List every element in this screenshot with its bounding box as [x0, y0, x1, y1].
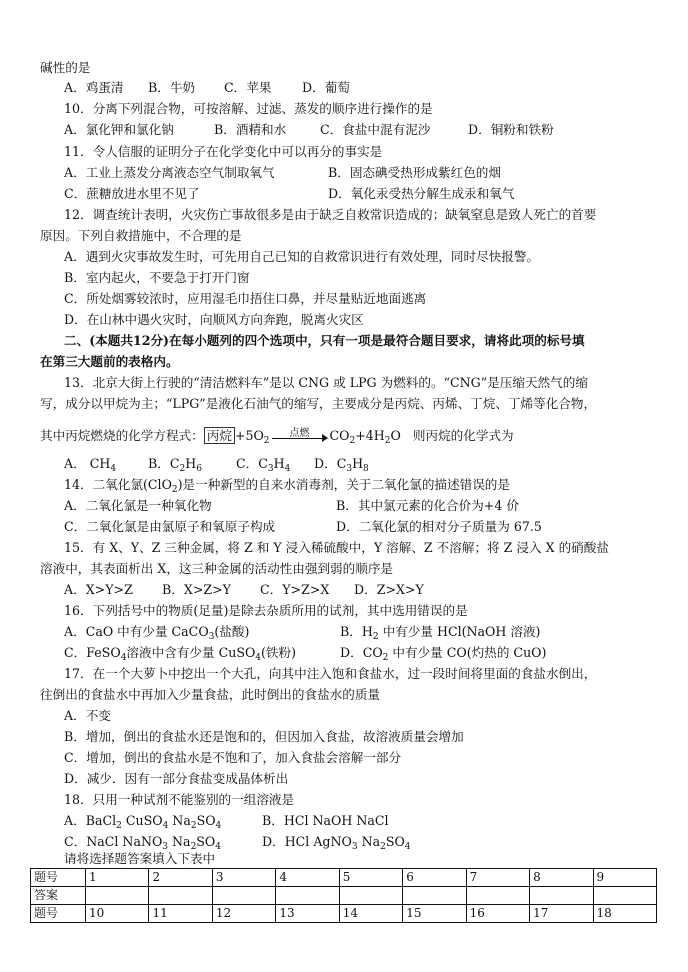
- table-cell: 17: [530, 905, 593, 923]
- q13-stem-1: 13．北京大街上行驶的“清洁燃料车”是以 CNG 或 LPG 为燃料的。“CNG”是压缩天然气的缩: [64, 375, 588, 390]
- q18-option-b: B．HCl NaOH NaCl: [262, 813, 389, 828]
- q12-option-a: A．遇到火灾事故发生时，可先用自己已知的自救常识进行有效处理，同时尽快报警。: [64, 249, 540, 264]
- q16-option-c: C．FeSO$_4$溶液中含有少量 CuSO$_4$(铁粉): [64, 645, 297, 663]
- q14-option-b: B．其中氯元素的化合价为+4 价: [336, 498, 519, 513]
- q12-stem-1: 12．调查统计表明，火灾伤亡事故很多是由于缺乏自救常识造成的；缺氧窒息是致人死亡的首要: [64, 207, 597, 222]
- table-cell: 11: [149, 905, 212, 923]
- q12-option-d: D．在山林中遇火灾时，向顺风方向奔跑，脱离火灾区: [64, 312, 364, 327]
- section-2-heading-2: 在第三大题前的表格内。: [40, 354, 179, 369]
- answer-cell[interactable]: [593, 887, 657, 905]
- q15-option-d: D．Z>X>Y: [354, 582, 424, 597]
- q16-option-d: D．$CO_2$ 中有少量 CO(灼热的 CuO): [340, 645, 547, 663]
- table-cell: 3: [212, 869, 275, 887]
- q13-stem-2: 写，成分以甲烷为主；“LPG”是液化石油气的缩写，主要成分是丙烷、丙烯、丁烷、丁烯等化合物，: [40, 396, 597, 411]
- q9-stem-tail: 碱性的是: [40, 60, 91, 75]
- section-2-heading-1: 二、(本题共12分)在每小题列的四个选项中，只有一项是最符合题目要求，请将此项的标号填: [64, 333, 585, 348]
- q15-option-c: C．Y>Z>X: [260, 582, 330, 597]
- q9-option-c: C．苹果: [224, 80, 272, 95]
- q18-option-a: A．BaCl$_2$ CuSO$_4$ $Na_2SO_4$: [64, 813, 222, 831]
- q17-option-c: C．增加，倒出的食盐水是不饱和了，加入食盐会溶解一部分: [64, 750, 402, 765]
- q13-equation-prefix: 其中丙烷燃烧的化学方程式：: [40, 428, 204, 443]
- answer-table: [30, 868, 657, 923]
- q13-option-a: A． $CH_4$: [64, 456, 117, 474]
- q15-stem-1: 15．有 X、Y、Z 三种金属，将 Z 和 Y 浸入稀硫酸中，Y 溶解、Z 不溶解；将 Z 浸入 X 的硝酸盐: [64, 540, 609, 555]
- table-cell: 14: [339, 905, 402, 923]
- table-cell: 4: [276, 869, 339, 887]
- reaction-condition: 点燃: [289, 428, 310, 439]
- q11-option-b: B．固态碘受热形成紫红色的烟: [328, 165, 501, 180]
- table-row: [31, 887, 657, 905]
- table-cell: 1: [86, 869, 149, 887]
- table-cell: 13: [276, 905, 339, 923]
- table-row: [31, 905, 657, 923]
- q16-stem: 16．下列括号中的物质(足量)是除去杂质所用的试剂，其中选用错误的是: [64, 603, 468, 618]
- table-cell: 8: [530, 869, 593, 887]
- q13-option-d: D．$C_3H_8$: [314, 456, 369, 474]
- reaction-arrow: [270, 427, 330, 445]
- answer-cell[interactable]: [212, 887, 275, 905]
- q9-option-a: A．鸡蛋清: [64, 80, 124, 95]
- q15-stem-2: 溶液中，其表面析出 X，这三种金属的活动性由强到弱的顺序是: [40, 561, 394, 576]
- q17-stem-2: 往倒出的食盐水中再加入少量食盐，此时倒出的食盐水的质量: [40, 687, 381, 702]
- table-cell: 15: [403, 905, 466, 923]
- q18-stem: 18．只用一种试剂不能鉴别的一组溶液是: [64, 792, 295, 807]
- q14-option-c: C．二氧化氯是由氯原子和氧原子构成: [64, 519, 276, 534]
- q12-stem-2: 原因。下列自救措施中，不合理的是: [40, 228, 242, 243]
- q11-option-a: A．工业上蒸发分离液态空气制取氧气: [64, 165, 275, 180]
- q16-option-b: B．$H_2$ 中有少量 HCl(NaOH 溶液): [340, 624, 541, 642]
- answer-cell[interactable]: [403, 887, 466, 905]
- q10-option-c: C．食盐中混有泥沙: [320, 122, 431, 137]
- q11-option-c: C．蔗糖放进水里不见了: [64, 186, 200, 201]
- q13-option-b: B．$C_2H_6$: [148, 456, 202, 474]
- q16-option-a: A．CaO 中有少量 CaCO$_3$(盐酸): [64, 624, 250, 642]
- q10-option-d: D．铜粉和铁粉: [468, 122, 554, 137]
- answer-instruction: 请将选择题答案填入下表中: [64, 851, 216, 866]
- q12-option-b: B．室内起火，不要急于打开门窗: [64, 270, 250, 285]
- q13-option-c: C．$C_3H_4$: [236, 456, 291, 474]
- q18-option-c: C．NaCl NaNO$_3$ $Na_2SO_4$: [64, 834, 221, 852]
- answer-cell[interactable]: [276, 887, 339, 905]
- table-row: [31, 869, 657, 887]
- answer-cell[interactable]: [86, 887, 149, 905]
- q11-option-d: D．氧化汞受热分解生成汞和氧气: [328, 186, 515, 201]
- q14-option-a: A．二氧化氯是一种氧化物: [64, 498, 212, 513]
- answer-cell[interactable]: [339, 887, 402, 905]
- answer-cell[interactable]: [466, 887, 529, 905]
- q13-equation-line: 其中丙烷燃烧的化学方程式： 丙烷 $+5O_2$ 点燃 $CO_2+4H_2O$ 则丙烷的化学式为: [40, 427, 514, 450]
- q14-option-d: D．二氧化氯的相对分子质量为 67.5: [336, 519, 542, 534]
- q18-option-d: D．HCl AgNO$_3$ $Na_2SO_4$: [262, 834, 411, 852]
- table-cell: 7: [466, 869, 529, 887]
- q17-option-a: A．不变: [64, 708, 111, 723]
- q9-option-b: B．牛奶: [148, 80, 196, 95]
- table-cell: 题号: [31, 869, 86, 887]
- q11-stem: 11．令人信服的证明分子在化学变化中可以再分的事实是: [64, 144, 383, 159]
- q10-stem: 10．分离下列混合物，可按溶解、过滤、蒸发的顺序进行操作的是: [64, 101, 433, 116]
- q10-option-b: B．酒精和水: [214, 122, 287, 137]
- table-cell: 9: [593, 869, 657, 887]
- answer-cell[interactable]: [149, 887, 212, 905]
- table-cell: 10: [86, 905, 149, 923]
- q15-option-a: A．X>Y>Z: [64, 582, 133, 597]
- q13-blank-box: 丙烷: [204, 427, 235, 444]
- table-cell: 答案: [31, 887, 86, 905]
- table-cell: 12: [212, 905, 275, 923]
- q15-option-b: B．X>Z>Y: [162, 582, 231, 597]
- q13-question: 则丙烷的化学式为: [412, 428, 514, 443]
- table-cell: 16: [466, 905, 529, 923]
- table-cell: 6: [403, 869, 466, 887]
- answer-cell[interactable]: [530, 887, 593, 905]
- q17-stem-1: 17．在一个大萝卜中挖出一个大孔，向其中注入饱和食盐水，过一段时间将里面的食盐水倒出，: [64, 666, 597, 681]
- q10-option-a: A．氯化钾和氯化钠: [64, 122, 174, 137]
- q13-o2: +5O: [234, 428, 264, 443]
- q9-option-d: D．葡萄: [302, 80, 350, 95]
- q14-stem: 14．二氧化氯(ClO$_2$)是一种新型的自来水消毒剂，关于二氧化氯的描述错误的是: [64, 477, 510, 495]
- table-cell: 2: [149, 869, 212, 887]
- table-cell: 5: [339, 869, 402, 887]
- table-cell: 18: [593, 905, 657, 923]
- q17-option-b: B．增加，倒出的食盐水还是饱和的，但因加入食盐，故溶液质量会增加: [64, 729, 464, 744]
- q12-option-c: C．所处烟雾较浓时，应用湿毛巾捂住口鼻，并尽量贴近地面逃离: [64, 291, 427, 306]
- table-cell: 题号: [31, 905, 86, 923]
- q17-option-d: D．减少．因有一部分食盐变成晶体析出: [64, 771, 289, 786]
